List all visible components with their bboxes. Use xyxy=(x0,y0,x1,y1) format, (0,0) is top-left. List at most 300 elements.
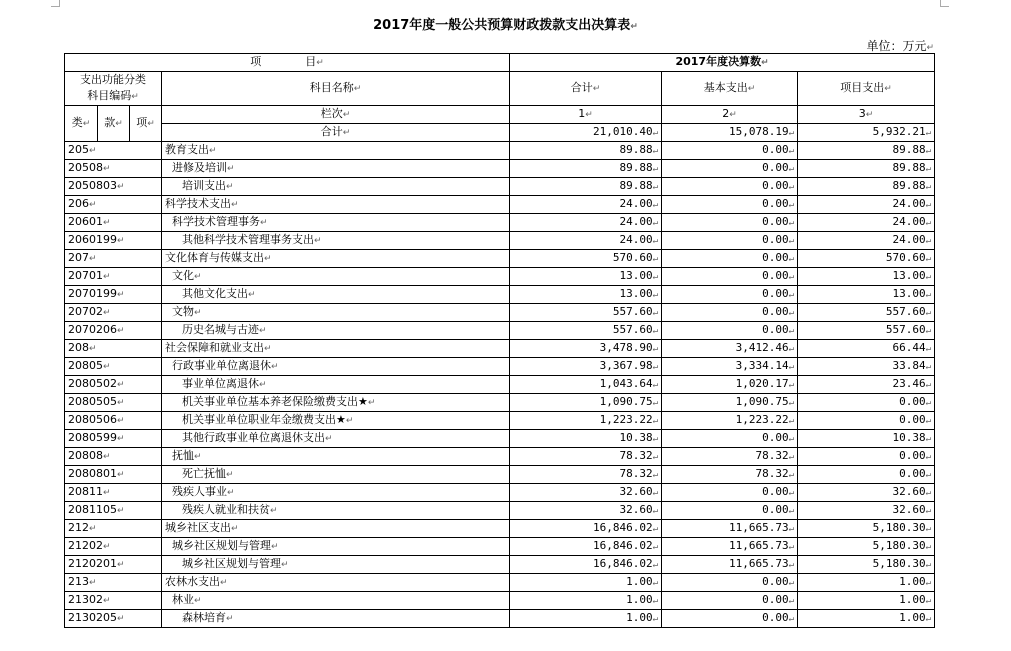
name-cell: 城乡社区规划与管理 ↵ xyxy=(162,556,510,574)
basic-cell: 0.00 ↵ xyxy=(662,178,798,196)
code-cell: 20805 ↵ xyxy=(65,358,162,376)
paragraph-mark-icon xyxy=(653,575,658,588)
paragraph-mark-icon xyxy=(789,179,794,192)
paragraph-mark-icon xyxy=(926,359,931,372)
paragraph-mark-icon xyxy=(117,557,125,570)
paragraph-mark-icon xyxy=(653,395,658,408)
table-row xyxy=(65,502,935,520)
paragraph-mark-icon xyxy=(653,449,658,462)
code-cell: 206 ↵ xyxy=(65,196,162,214)
paragraph-mark-icon xyxy=(89,197,97,210)
summary-row xyxy=(65,124,935,142)
paragraph-mark-icon xyxy=(209,143,217,156)
paragraph-mark-icon xyxy=(926,521,931,534)
paragraph-mark-icon xyxy=(117,233,125,246)
paragraph-mark-icon xyxy=(653,485,658,498)
total-cell: 89.88 ↵ xyxy=(510,142,662,160)
total-cell: 24.00 ↵ xyxy=(510,196,662,214)
paragraph-mark-icon xyxy=(789,143,794,156)
total-cell: 3,478.90 ↵ xyxy=(510,340,662,358)
basic-cell: 78.32 ↵ xyxy=(662,466,798,484)
paragraph-mark-icon xyxy=(653,305,658,318)
table-row xyxy=(65,556,935,574)
code-cell: 2060199 ↵ xyxy=(65,232,162,250)
crop-mark-top-left xyxy=(51,0,60,7)
table-row xyxy=(65,304,935,322)
total-cell: 16,846.02 ↵ xyxy=(510,520,662,538)
table-row xyxy=(65,232,935,250)
paragraph-mark-icon xyxy=(653,269,658,282)
paragraph-mark-icon xyxy=(89,143,97,156)
paragraph-mark-icon xyxy=(789,323,794,336)
lanci-label: 栏次 ↵ xyxy=(162,106,510,124)
paragraph-mark-icon xyxy=(89,341,97,354)
paragraph-mark-icon xyxy=(926,287,931,300)
code-cell: 2080505 ↵ xyxy=(65,394,162,412)
project-cell: 0.00 ↵ xyxy=(798,412,935,430)
total-cell: 570.60 ↵ xyxy=(510,250,662,268)
paragraph-mark-icon xyxy=(103,161,111,174)
code-cell: 20601 ↵ xyxy=(65,214,162,232)
total-cell: 1.00 ↵ xyxy=(510,610,662,628)
code-cell: 2080801 ↵ xyxy=(65,466,162,484)
basic-cell: 0.00 ↵ xyxy=(662,232,798,250)
basic-cell: 0.00 ↵ xyxy=(662,502,798,520)
project-cell: 0.00 ↵ xyxy=(798,448,935,466)
paragraph-mark-icon xyxy=(926,395,931,408)
code-cell: 20808 ↵ xyxy=(65,448,162,466)
project-cell: 5,180.30 ↵ xyxy=(798,556,935,574)
name-cell: 培训支出 ↵ xyxy=(162,178,510,196)
basic-cell: 0.00 ↵ xyxy=(662,268,798,286)
xiang-header: 项 ↵ xyxy=(130,106,162,142)
summary-label: 合计 ↵ xyxy=(162,124,510,142)
paragraph-mark-icon xyxy=(103,593,111,606)
paragraph-mark-icon xyxy=(89,521,97,534)
header-row-2 xyxy=(65,72,935,106)
kuan-header: 款 ↵ xyxy=(98,106,130,142)
paragraph-mark-icon xyxy=(653,557,658,570)
paragraph-mark-icon xyxy=(789,341,794,354)
unit-text: 单位：万元 xyxy=(866,39,927,53)
paragraph-mark-icon xyxy=(926,575,931,588)
paragraph-mark-icon xyxy=(117,323,125,336)
name-cell: 森林培育 ↵ xyxy=(162,610,510,628)
table-row xyxy=(65,268,935,286)
paragraph-mark-icon xyxy=(653,413,658,426)
basic-cell: 0.00 ↵ xyxy=(662,214,798,232)
total-cell: 10.38 ↵ xyxy=(510,430,662,448)
paragraph-mark-icon xyxy=(653,161,658,174)
code-cell: 2050803 ↵ xyxy=(65,178,162,196)
paragraph-mark-icon xyxy=(653,593,658,606)
name-header: 科目名称 ↵ xyxy=(162,72,510,106)
total-cell: 1,043.64 ↵ xyxy=(510,376,662,394)
code-cell: 2080599 ↵ xyxy=(65,430,162,448)
project-cell: 1.00 ↵ xyxy=(798,574,935,592)
paragraph-mark-icon xyxy=(789,503,794,516)
project-cell: 33.84 ↵ xyxy=(798,358,935,376)
code-cell: 2081105 ↵ xyxy=(65,502,162,520)
col2-index: 2 ↵ xyxy=(662,106,798,124)
total-cell: 13.00 ↵ xyxy=(510,268,662,286)
paragraph-mark-icon xyxy=(926,449,931,462)
code-cell: 2080502 ↵ xyxy=(65,376,162,394)
name-cell: 文物 ↵ xyxy=(162,304,510,322)
paragraph-mark-icon xyxy=(926,467,931,480)
total-cell: 1.00 ↵ xyxy=(510,574,662,592)
paragraph-mark-icon xyxy=(231,197,239,210)
total-cell: 16,846.02 ↵ xyxy=(510,556,662,574)
paragraph-mark-icon xyxy=(653,467,658,480)
project-cell: 557.60 ↵ xyxy=(798,322,935,340)
code-cell: 20811 ↵ xyxy=(65,484,162,502)
title-text: 2017年度一般公共预算财政拨款支出决算表 xyxy=(373,18,631,33)
paragraph-mark-icon xyxy=(653,521,658,534)
paragraph-mark-icon xyxy=(789,449,794,462)
project-cell: 32.60 ↵ xyxy=(798,502,935,520)
paragraph-mark-icon xyxy=(89,575,97,588)
paragraph-mark-icon xyxy=(117,413,125,426)
paragraph-mark-icon xyxy=(926,413,931,426)
code-cell: 207 ↵ xyxy=(65,250,162,268)
paragraph-mark-icon xyxy=(789,359,794,372)
basic-cell: 0.00 ↵ xyxy=(662,610,798,628)
table-row xyxy=(65,250,935,268)
paragraph-mark-icon xyxy=(789,539,794,552)
code-cell: 212 ↵ xyxy=(65,520,162,538)
summary-basic: 15,078.19 ↵ xyxy=(662,124,798,142)
code-cell: 20701 ↵ xyxy=(65,268,162,286)
name-cell: 机关事业单位职业年金缴费支出★ ↵ xyxy=(162,412,510,430)
project-cell: 89.88 ↵ xyxy=(798,160,935,178)
paragraph-mark-icon xyxy=(653,215,658,228)
code-cell: 21302 ↵ xyxy=(65,592,162,610)
name-cell: 文化 ↵ xyxy=(162,268,510,286)
lei-header: 类 ↵ xyxy=(65,106,98,142)
header-row-1 xyxy=(65,54,935,72)
paragraph-mark-icon xyxy=(226,611,234,624)
name-cell: 科学技术管理事务 ↵ xyxy=(162,214,510,232)
name-cell: 事业单位离退休 ↵ xyxy=(162,376,510,394)
total-cell: 89.88 ↵ xyxy=(510,160,662,178)
basic-cell: 1,223.22 ↵ xyxy=(662,412,798,430)
paragraph-mark-icon xyxy=(194,593,202,606)
name-cell: 机关事业单位基本养老保险缴费支出★ ↵ xyxy=(162,394,510,412)
total-header: 合计 ↵ xyxy=(510,72,662,106)
code-cell: 2070206 ↵ xyxy=(65,322,162,340)
table-row xyxy=(65,214,935,232)
paragraph-mark-icon xyxy=(346,413,354,426)
table-row xyxy=(65,610,935,628)
paragraph-mark-icon xyxy=(103,359,111,372)
paragraph-mark-icon xyxy=(789,467,794,480)
project-cell: 24.00 ↵ xyxy=(798,196,935,214)
total-cell: 557.60 ↵ xyxy=(510,322,662,340)
table-row xyxy=(65,574,935,592)
paragraph-mark-icon xyxy=(117,467,125,480)
project-cell: 13.00 ↵ xyxy=(798,268,935,286)
paragraph-mark-icon xyxy=(789,557,794,570)
paragraph-mark-icon xyxy=(926,215,931,228)
project-cell: 13.00 ↵ xyxy=(798,286,935,304)
table-row xyxy=(65,178,935,196)
total-cell: 557.60 ↵ xyxy=(510,304,662,322)
table-row xyxy=(65,538,935,556)
paragraph-mark-icon xyxy=(926,341,931,354)
paragraph-mark-icon xyxy=(264,341,272,354)
paragraph-mark-icon xyxy=(194,449,202,462)
budget-table xyxy=(64,53,935,628)
project-cell: 23.46 ↵ xyxy=(798,376,935,394)
paragraph-mark-icon xyxy=(653,233,658,246)
paragraph-mark-icon xyxy=(926,233,931,246)
paragraph-mark-icon xyxy=(653,539,658,552)
paragraph-mark-icon xyxy=(789,287,794,300)
project-cell: 10.38 ↵ xyxy=(798,430,935,448)
document-title xyxy=(0,14,1011,33)
project-cell: 0.00 ↵ xyxy=(798,394,935,412)
paragraph-mark-icon xyxy=(789,593,794,606)
table-row xyxy=(65,430,935,448)
basic-cell: 1,090.75 ↵ xyxy=(662,394,798,412)
paragraph-mark-icon xyxy=(259,377,267,390)
total-cell: 1.00 ↵ xyxy=(510,592,662,610)
paragraph-mark-icon xyxy=(789,485,794,498)
summary-total: 21,010.40 ↵ xyxy=(510,124,662,142)
paragraph-mark-icon xyxy=(194,305,202,318)
code-cell: 2080506 ↵ xyxy=(65,412,162,430)
basic-header: 基本支出 ↵ xyxy=(662,72,798,106)
paragraph-mark-icon xyxy=(789,161,794,174)
paragraph-mark-icon xyxy=(653,377,658,390)
basic-cell: 3,412.46 ↵ xyxy=(662,340,798,358)
code-cell: 2070199 ↵ xyxy=(65,286,162,304)
paragraph-mark-icon xyxy=(926,179,931,192)
code-cell: 205 ↵ xyxy=(65,142,162,160)
crop-mark-top-right xyxy=(940,0,949,7)
table-row xyxy=(65,340,935,358)
paragraph-mark-icon xyxy=(926,305,931,318)
paragraph-mark-icon xyxy=(226,467,234,480)
total-cell: 32.60 ↵ xyxy=(510,502,662,520)
project-cell: 1.00 ↵ xyxy=(798,610,935,628)
paragraph-mark-icon xyxy=(117,431,125,444)
paragraph-mark-icon xyxy=(220,575,228,588)
table-row xyxy=(65,196,935,214)
paragraph-mark-icon xyxy=(926,593,931,606)
project-cell: 5,180.30 ↵ xyxy=(798,520,935,538)
total-cell: 16,846.02 ↵ xyxy=(510,538,662,556)
basic-cell: 0.00 ↵ xyxy=(662,142,798,160)
name-cell: 城乡社区支出 ↵ xyxy=(162,520,510,538)
basic-cell: 0.00 ↵ xyxy=(662,322,798,340)
name-cell: 其他文化支出 ↵ xyxy=(162,286,510,304)
project-cell: 24.00 ↵ xyxy=(798,214,935,232)
basic-cell: 0.00 ↵ xyxy=(662,196,798,214)
total-cell: 13.00 ↵ xyxy=(510,286,662,304)
total-cell: 1,090.75 ↵ xyxy=(510,394,662,412)
paragraph-mark-icon xyxy=(926,197,931,210)
paragraph-mark-icon xyxy=(789,575,794,588)
paragraph-mark-icon xyxy=(89,251,97,264)
project-cell: 89.88 ↵ xyxy=(798,142,935,160)
paragraph-mark-icon xyxy=(117,395,125,408)
paragraph-mark-icon xyxy=(259,323,267,336)
code-cell: 2130205 ↵ xyxy=(65,610,162,628)
paragraph-mark-icon xyxy=(117,503,125,516)
paragraph-mark-icon xyxy=(789,431,794,444)
table-row xyxy=(65,448,935,466)
basic-cell: 11,665.73 ↵ xyxy=(662,556,798,574)
paragraph-mark-icon xyxy=(260,215,268,228)
project-header: 项 目 ↵ xyxy=(65,54,510,72)
paragraph-mark-icon xyxy=(789,611,794,624)
paragraph-mark-icon xyxy=(248,287,256,300)
col3-index: 3 ↵ xyxy=(798,106,935,124)
total-cell: 78.32 ↵ xyxy=(510,466,662,484)
basic-cell: 0.00 ↵ xyxy=(662,304,798,322)
paragraph-mark-icon xyxy=(103,449,111,462)
paragraph-mark-icon xyxy=(926,161,931,174)
paragraph-mark-icon xyxy=(789,521,794,534)
paragraph-mark-icon xyxy=(630,18,638,33)
paragraph-mark-icon xyxy=(264,251,272,264)
paragraph-mark-icon xyxy=(271,539,279,552)
summary-project: 5,932.21 ↵ xyxy=(798,124,935,142)
name-cell: 残疾人就业和扶贫 ↵ xyxy=(162,502,510,520)
paragraph-mark-icon xyxy=(926,503,931,516)
table-row xyxy=(65,592,935,610)
paragraph-mark-icon xyxy=(789,395,794,408)
total-cell: 32.60 ↵ xyxy=(510,484,662,502)
paragraph-mark-icon xyxy=(789,269,794,282)
budget-group-header: 2017年度决算数 ↵ xyxy=(510,54,935,72)
paragraph-mark-icon xyxy=(103,485,111,498)
table-row xyxy=(65,412,935,430)
col1-index: 1 ↵ xyxy=(510,106,662,124)
paragraph-mark-icon xyxy=(231,521,239,534)
paragraph-mark-icon xyxy=(653,251,658,264)
basic-cell: 0.00 ↵ xyxy=(662,250,798,268)
project-cell: 0.00 ↵ xyxy=(798,466,935,484)
paragraph-mark-icon xyxy=(789,197,794,210)
total-cell: 78.32 ↵ xyxy=(510,448,662,466)
basic-cell: 0.00 ↵ xyxy=(662,430,798,448)
table-row xyxy=(65,376,935,394)
paragraph-mark-icon xyxy=(368,395,376,408)
basic-cell: 0.00 ↵ xyxy=(662,484,798,502)
paragraph-mark-icon xyxy=(926,251,931,264)
project-cell: 66.44 ↵ xyxy=(798,340,935,358)
project-cell: 557.60 ↵ xyxy=(798,304,935,322)
paragraph-mark-icon xyxy=(926,39,934,53)
paragraph-mark-icon xyxy=(653,287,658,300)
paragraph-mark-icon xyxy=(103,539,111,552)
paragraph-mark-icon xyxy=(103,305,111,318)
project-cell: 24.00 ↵ xyxy=(798,232,935,250)
paragraph-mark-icon xyxy=(227,161,235,174)
name-cell: 行政事业单位离退休 ↵ xyxy=(162,358,510,376)
paragraph-mark-icon xyxy=(926,377,931,390)
basic-cell: 1,020.17 ↵ xyxy=(662,376,798,394)
table-row xyxy=(65,466,935,484)
paragraph-mark-icon xyxy=(653,503,658,516)
name-cell: 社会保障和就业支出 ↵ xyxy=(162,340,510,358)
table-row xyxy=(65,142,935,160)
name-cell: 科学技术支出 ↵ xyxy=(162,196,510,214)
table-row xyxy=(65,394,935,412)
basic-cell: 0.00 ↵ xyxy=(662,160,798,178)
basic-cell: 0.00 ↵ xyxy=(662,592,798,610)
name-cell: 其他行政事业单位离退休支出 ↵ xyxy=(162,430,510,448)
project-exp-header: 项目支出 ↵ xyxy=(798,72,935,106)
paragraph-mark-icon xyxy=(653,431,658,444)
paragraph-mark-icon xyxy=(194,269,202,282)
basic-cell: 11,665.73 ↵ xyxy=(662,520,798,538)
code-cell: 20702 ↵ xyxy=(65,304,162,322)
paragraph-mark-icon xyxy=(926,539,931,552)
paragraph-mark-icon xyxy=(789,305,794,318)
basic-cell: 3,334.14 ↵ xyxy=(662,358,798,376)
name-cell: 林业 ↵ xyxy=(162,592,510,610)
paragraph-mark-icon xyxy=(271,359,279,372)
table-row xyxy=(65,160,935,178)
code-cell: 21202 ↵ xyxy=(65,538,162,556)
project-cell: 89.88 ↵ xyxy=(798,178,935,196)
project-cell: 32.60 ↵ xyxy=(798,484,935,502)
paragraph-mark-icon xyxy=(103,269,111,282)
basic-cell: 11,665.73 ↵ xyxy=(662,538,798,556)
name-cell: 死亡抚恤 ↵ xyxy=(162,466,510,484)
name-cell: 文化体育与传媒支出 ↵ xyxy=(162,250,510,268)
paragraph-mark-icon xyxy=(789,377,794,390)
paragraph-mark-icon xyxy=(926,485,931,498)
basic-cell: 78.32 ↵ xyxy=(662,448,798,466)
table-row xyxy=(65,358,935,376)
name-cell: 进修及培训 ↵ xyxy=(162,160,510,178)
paragraph-mark-icon xyxy=(653,197,658,210)
paragraph-mark-icon xyxy=(926,611,931,624)
name-cell: 历史名城与古迹 ↵ xyxy=(162,322,510,340)
paragraph-mark-icon xyxy=(653,323,658,336)
total-cell: 1,223.22 ↵ xyxy=(510,412,662,430)
name-cell: 农林水支出 ↵ xyxy=(162,574,510,592)
paragraph-mark-icon xyxy=(117,179,125,192)
paragraph-mark-icon xyxy=(117,287,125,300)
code-cell: 2120201 ↵ xyxy=(65,556,162,574)
name-cell: 城乡社区规划与管理 ↵ xyxy=(162,538,510,556)
paragraph-mark-icon xyxy=(789,233,794,246)
project-cell: 1.00 ↵ xyxy=(798,592,935,610)
code-cell: 20508 ↵ xyxy=(65,160,162,178)
project-cell: 570.60 ↵ xyxy=(798,250,935,268)
paragraph-mark-icon xyxy=(281,557,289,570)
name-cell: 其他科学技术管理事务支出 ↵ xyxy=(162,232,510,250)
paragraph-mark-icon xyxy=(653,611,658,624)
code-cell: 208 ↵ xyxy=(65,340,162,358)
paragraph-mark-icon xyxy=(270,503,278,516)
paragraph-mark-icon xyxy=(653,143,658,156)
paragraph-mark-icon xyxy=(926,323,931,336)
table-row xyxy=(65,286,935,304)
paragraph-mark-icon xyxy=(789,215,794,228)
header-row-3 xyxy=(65,106,935,124)
paragraph-mark-icon xyxy=(226,179,234,192)
name-cell: 教育支出 ↵ xyxy=(162,142,510,160)
paragraph-mark-icon xyxy=(653,341,658,354)
paragraph-mark-icon xyxy=(314,233,322,246)
